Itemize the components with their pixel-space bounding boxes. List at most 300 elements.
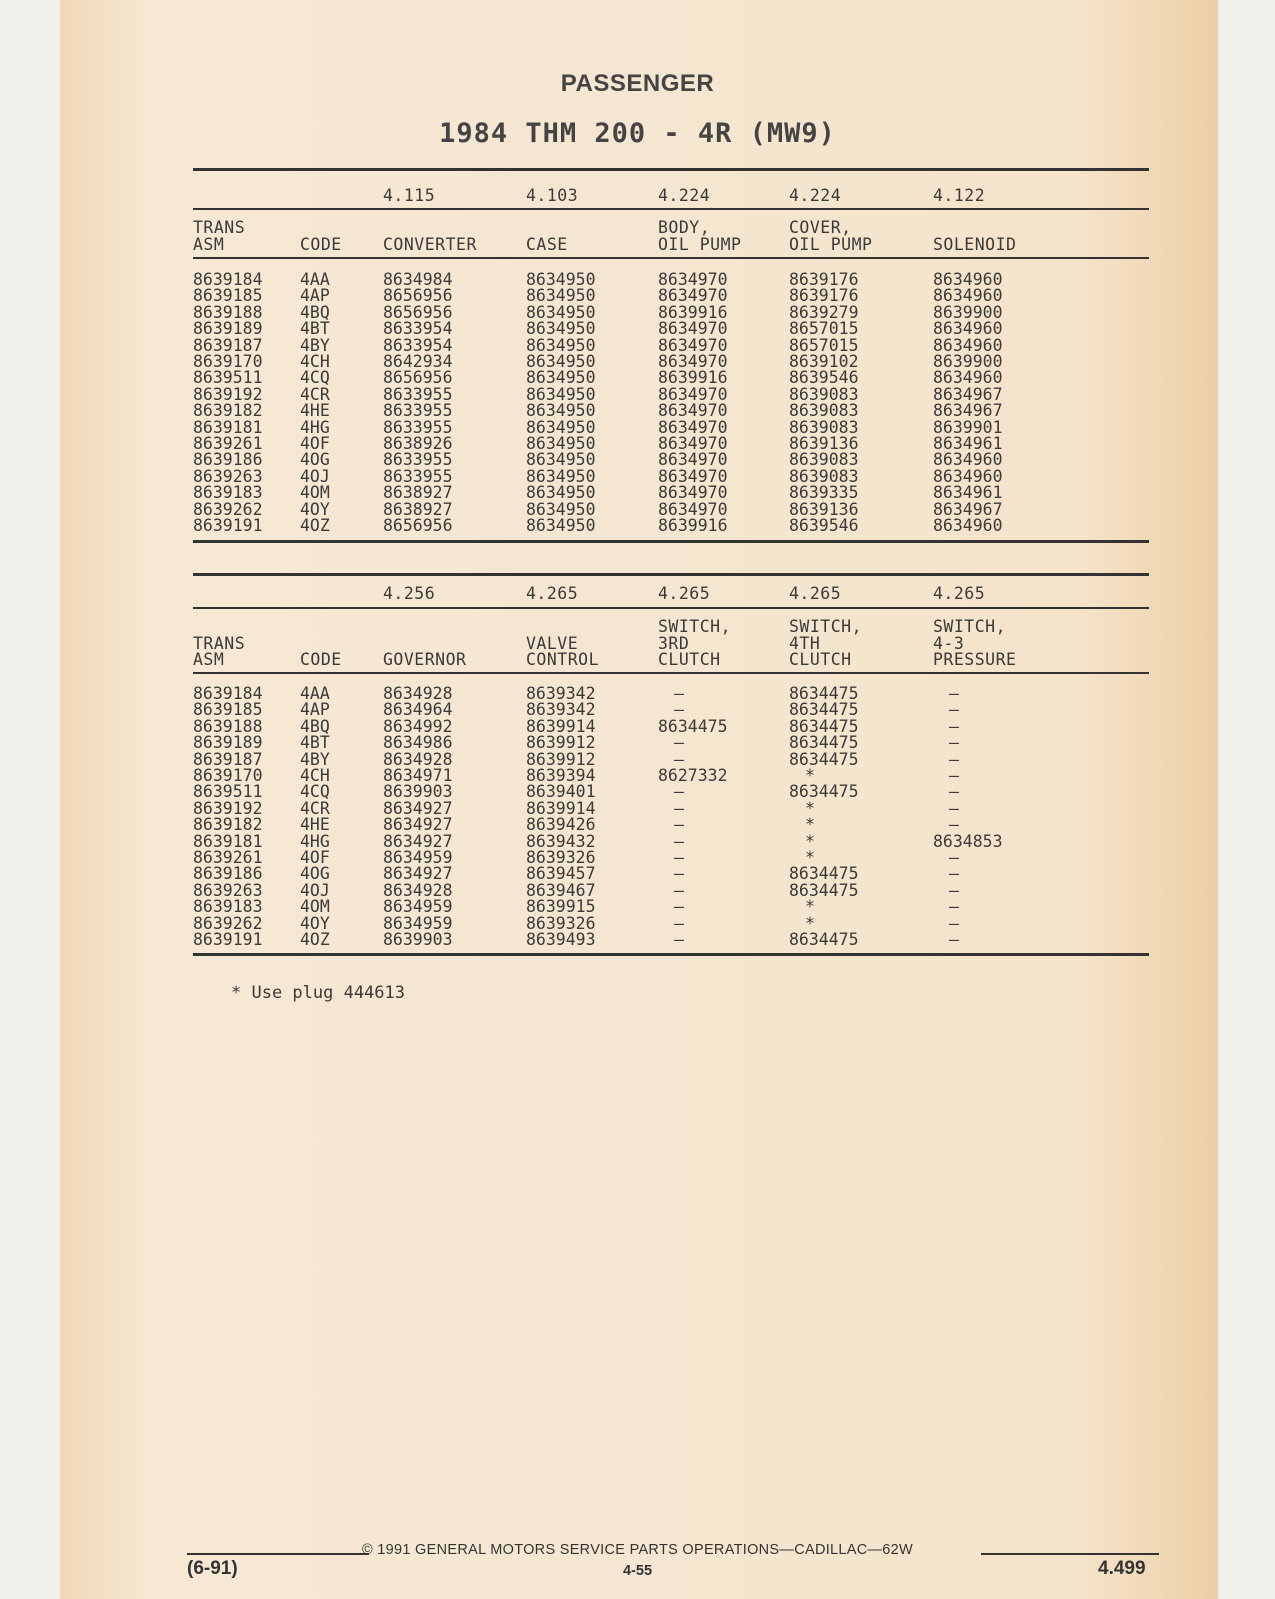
table-cell: 8634475 [789,880,859,900]
dash-mark: – [949,766,959,785]
copyright-notice: © 1991 GENERAL MOTORS SERVICE PARTS OPERATIONS—CADILLAC—62W [361,1542,914,1558]
table-cell: 4OG [300,450,330,470]
dash-mark: – [674,733,684,753]
table-cell: 4AA [300,684,330,703]
table-cell: 8638927 [383,483,453,503]
group-code: 4.265 [933,584,986,603]
table-cell: 4AA [300,270,330,289]
table-cell: 8634970 [658,335,728,355]
table-cell: 8634475 [789,864,859,884]
column-header: SWITCH, [933,617,1007,636]
table-cell: 8639903 [383,930,453,949]
group-code: 4.224 [789,186,842,205]
table-bottom-rule [193,540,1149,543]
table-cell: 8639900 [933,352,1003,371]
column-header: SOLENOID [933,234,1017,254]
group-code-row [193,188,1149,206]
table-cell [658,899,700,915]
table-cell: 4CR [300,384,330,404]
table-cell: 8633955 [383,401,453,421]
table-cell: 8634950 [526,499,596,519]
table-cell: 8634950 [526,417,596,437]
table-cell: 8639187 [193,335,263,355]
table-cell [658,702,700,718]
group-rule [193,208,1149,210]
table-cell: 4OM [300,483,330,503]
table-cell [933,932,975,948]
column-header: 4TH [789,633,821,653]
column-header: CONVERTER [383,234,477,254]
dash-mark: – [949,684,959,703]
table-cell: 8657015 [789,335,859,355]
revision-date: (6-91) [187,1558,238,1579]
table-cell: 8639916 [658,368,728,388]
table-cell: 8639261 [193,848,263,867]
table-cell: 8639185 [193,700,263,720]
asterisk-mark: * [805,831,815,851]
table-cell: 8634960 [933,270,1003,289]
table-cell: 4OF [300,848,330,867]
dash-mark: – [949,815,959,835]
table-cell: 8639901 [933,417,1003,437]
table-cell: 8639900 [933,302,1003,322]
table-cell: 4AP [300,700,330,720]
table-cell: 4OF [300,434,330,453]
asterisk-mark: * [805,798,815,818]
table-cell: 8656956 [383,286,453,306]
table-cell: 4HE [300,401,330,421]
table-cell: 8639493 [526,930,596,949]
table-cell: 8634960 [933,450,1003,470]
table-cell: 8634950 [526,466,596,486]
table-cell: 8639189 [193,733,263,753]
dash-mark: – [674,897,684,917]
table-cell: 8639279 [789,302,859,322]
table-row [193,899,1149,915]
table-cell: 8634967 [933,499,1003,519]
table-cell: 8656956 [383,368,453,388]
table-cell: 8639457 [526,864,596,884]
header-rule [193,672,1149,674]
table-cell: 8639916 [658,516,728,535]
table-cell: 8639262 [193,499,263,519]
table-row [193,735,1149,751]
table-cell: 8639183 [193,483,263,503]
table-cell: 8639401 [526,782,596,802]
table-cell: 4BT [300,319,330,339]
column-header-row [193,220,1149,256]
table-bottom-rule [193,953,1149,956]
table-cell: 8634960 [933,319,1003,339]
table-cell: 8639263 [193,466,263,486]
parts-table-2 [193,573,1149,958]
table-cell: 8634475 [789,684,859,703]
table-cell: 8639182 [193,815,263,835]
table-cell: 4AP [300,286,330,306]
table-cell: 8634928 [383,749,453,769]
table-cell: 8639187 [193,749,263,769]
page-category: PASSENGER [560,70,715,97]
column-header: CLUTCH [789,650,852,669]
table-cell: 8639181 [193,831,263,851]
table-cell: 8634961 [933,483,1003,503]
column-header: ASM [193,234,225,254]
table-cell: 4CQ [300,782,330,802]
table-cell: 8634475 [658,716,728,736]
table-cell: 8639183 [193,897,263,917]
table-cell: 8634970 [658,483,728,503]
table-cell: 8634970 [658,384,728,404]
table-row [193,850,1149,866]
table-cell: 8639102 [789,352,859,371]
table-cell [933,899,975,915]
table-cell: 4CR [300,798,330,818]
table-cell: 8639903 [383,782,453,802]
table-cell: 8639546 [789,516,859,535]
table-cell: 8639192 [193,384,263,404]
column-header: CONTROL [526,650,600,669]
table-cell: 8634970 [658,270,728,289]
table-cell: 8657015 [789,319,859,339]
table-cell: 8634959 [383,848,453,867]
table-cell: 4OY [300,913,330,933]
table-cell: 8634970 [658,466,728,486]
table-cell: 8639191 [193,516,263,535]
table-cell: 8639916 [658,302,728,322]
page-number: 4.499 [1098,1558,1146,1579]
table-cell: 8639335 [789,483,859,503]
table-row [193,831,1149,851]
table-cell: 8639189 [193,319,263,339]
table-cell: 8639083 [789,450,859,470]
column-header: CASE [526,234,568,254]
dash-mark: – [949,782,959,802]
table-cell: 8634928 [383,684,453,703]
table-row [193,932,1149,948]
table-cell: 8634950 [526,516,596,535]
table-cell: 8639342 [526,684,596,703]
dash-mark: – [674,831,684,851]
table-cell: 8634475 [789,749,859,769]
table-cell: 8639192 [193,798,263,818]
table-cell: 8639188 [193,716,263,736]
table-cell: 8639083 [789,466,859,486]
table-cell: 8639188 [193,302,263,322]
table-cell [933,784,975,800]
table-cell: 8639546 [789,368,859,388]
table-cell: 8633954 [383,319,453,339]
table-cell [789,817,831,833]
table-cell: 4OZ [300,516,330,535]
column-header: PRESSURE [933,650,1017,669]
table-cell: 8639915 [526,897,596,917]
table-cell: 8633955 [383,450,453,470]
table-cell: 8639914 [526,716,596,736]
column-header-row [193,619,1149,671]
table-cell: 8634950 [526,384,596,404]
table-cell: 8656956 [383,516,453,535]
table-cell: 8639511 [193,782,263,802]
column-header: VALVE [526,633,579,653]
group-code: 4.224 [658,186,711,205]
table-cell: 8634960 [933,466,1003,486]
table-cell: 8634971 [383,766,453,785]
table-cell: 8634950 [526,286,596,306]
dash-mark: – [674,848,684,867]
table-cell: 8656956 [383,302,453,322]
dash-mark: – [674,913,684,933]
table-cell: 8633955 [383,417,453,437]
column-header: TRANS [193,218,246,237]
table-cell: 8639432 [526,831,596,851]
table-cell: 8634475 [789,716,859,736]
table-cell: 4OZ [300,930,330,949]
table-cell: 8634970 [658,499,728,519]
table-cell: 8639170 [193,766,263,785]
table-cell: 8633955 [383,384,453,404]
dash-mark: – [949,716,959,736]
table-cell: 8639261 [193,434,263,453]
table-row [193,866,1149,882]
table-cell: 4BY [300,335,330,355]
table-cell: 8639136 [789,434,859,453]
table-cell: 8634970 [658,286,728,306]
asterisk-mark: * [805,815,815,835]
table-cell: 8634970 [658,401,728,421]
table-cell [658,735,700,751]
table-cell: 8634950 [526,270,596,289]
table-cell [933,817,975,833]
table-cell: 8639083 [789,384,859,404]
table-row [193,686,1149,702]
column-header: CODE [300,650,342,669]
table-cell [658,932,700,948]
table-cell: 8639262 [193,913,263,933]
table-cell: 8634960 [933,368,1003,388]
table-cell: 8634950 [526,401,596,421]
table-cell: 8639184 [193,270,263,289]
table-cell: 8639185 [193,286,263,306]
parts-table-1 [193,168,1149,544]
group-code: 4.256 [383,584,436,603]
table-cell [933,702,975,718]
dash-mark: – [674,749,684,769]
table-cell: 8634950 [526,319,596,339]
table-cell: 8634970 [658,319,728,339]
table-cell: 8639184 [193,684,263,703]
table-row [193,716,1149,736]
table-row [193,768,1149,784]
table-cell: 8639912 [526,749,596,769]
table-cell: 8639426 [526,815,596,835]
table-cell: 8634960 [933,516,1003,535]
table-cell: 4HG [300,417,330,437]
table-cell [658,784,700,800]
table-cell: 4OJ [300,880,330,900]
column-header: SWITCH, [789,617,863,636]
table-cell: 8639181 [193,417,263,437]
table-cell: 8639176 [789,270,859,289]
table-cell: 8634970 [658,352,728,371]
group-code: 4.265 [526,584,579,603]
dash-mark: – [674,700,684,720]
table-top-rule [193,573,1149,576]
table-cell: 8634986 [383,733,453,753]
column-header: OIL PUMP [658,234,742,254]
table-cell [933,866,975,882]
table-cell: 4BT [300,733,330,753]
table-cell: 8634970 [658,417,728,437]
dash-mark: – [674,815,684,835]
table-cell: 8634475 [789,733,859,753]
table-cell: 4OY [300,499,330,519]
dash-mark: – [949,733,959,753]
group-code-row [193,586,1149,604]
table-cell: 4OG [300,864,330,884]
table-cell: 8634927 [383,864,453,884]
table-cell: 8638926 [383,434,453,453]
table-cell: 8633954 [383,335,453,355]
asterisk-mark: * [805,913,815,933]
dash-mark: – [949,897,959,917]
table-cell: 8634853 [933,831,1003,851]
table-cell: 8634950 [526,352,596,371]
header-rule [193,257,1149,259]
dash-mark: – [949,749,959,769]
table-cell: 8639176 [789,286,859,306]
dash-mark: – [674,684,684,703]
table-cell: 8634961 [933,434,1003,453]
column-header: CODE [300,234,342,254]
table-cell: 8634950 [526,483,596,503]
dash-mark: – [949,913,959,933]
table-cell: 8639914 [526,798,596,818]
dash-mark: – [674,798,684,818]
table-cell: 8639263 [193,880,263,900]
table-body [193,272,1149,536]
table-cell: 4CH [300,766,330,785]
table-cell: 8634475 [789,700,859,720]
column-header: 3RD [658,633,690,653]
table-cell: 8634950 [526,335,596,355]
table-cell: 8634970 [658,450,728,470]
table-cell: 8634950 [526,368,596,388]
dash-mark: – [949,848,959,867]
table-cell: 8634960 [933,335,1003,355]
asterisk-mark: * [805,766,815,785]
dash-mark: – [674,782,684,802]
page-title: 1984 THM 200 - 4R (MW9) [439,118,836,149]
table-cell: 8639326 [526,848,596,867]
table-cell: 8634984 [383,270,453,289]
table-row [193,798,1149,818]
table-cell [789,899,831,915]
table-body [193,686,1149,950]
table-row [193,817,1149,833]
table-cell: 4OJ [300,466,330,486]
table-cell: 8633955 [383,466,453,486]
table-cell: 4HG [300,831,330,851]
table-cell: 8639191 [193,930,263,949]
table-cell: 8634927 [383,815,453,835]
table-cell: 8639170 [193,352,263,371]
table-cell: 8639394 [526,766,596,785]
table-cell: 8634960 [933,286,1003,306]
table-cell: 8634964 [383,700,453,720]
section-page: 4-55 [622,1563,653,1579]
table-cell: 8639136 [789,499,859,519]
table-cell: 8634928 [383,880,453,900]
table-cell: 8639083 [789,401,859,421]
table-cell: 4OM [300,897,330,917]
table-cell: 8634950 [526,302,596,322]
column-header: COVER, [789,218,852,237]
table-cell: 8627332 [658,766,728,785]
footnote: * Use plug 444613 [231,983,405,1003]
table-top-rule [193,168,1149,171]
dash-mark: – [949,798,959,818]
table-cell: 8639083 [789,417,859,437]
table-row [193,880,1149,900]
table-row [193,913,1149,933]
table-cell: 8634927 [383,798,453,818]
table-cell: 8639182 [193,401,263,421]
asterisk-mark: * [805,897,815,917]
table-cell: 8639326 [526,913,596,933]
table-cell: 8639186 [193,864,263,884]
table-cell: 8639342 [526,700,596,720]
column-header: TRANS [193,633,246,653]
table-cell: 8638927 [383,499,453,519]
table-cell: 8639511 [193,368,263,388]
table-cell: 4HE [300,815,330,835]
dash-mark: – [674,930,684,949]
table-cell: 4BQ [300,302,330,322]
table-cell: 4BY [300,749,330,769]
group-code: 4.115 [383,186,436,205]
column-header: CLUTCH [658,650,721,669]
table-cell [933,735,975,751]
table-cell [658,866,700,882]
table-cell: 8634992 [383,716,453,736]
table-cell: 8639186 [193,450,263,470]
table-cell: 8639912 [526,733,596,753]
table-cell: 4CH [300,352,330,371]
table-cell: 4BQ [300,716,330,736]
table-cell: 8639467 [526,880,596,900]
table-row [193,784,1149,800]
table-cell: 8634967 [933,384,1003,404]
group-code: 4.122 [933,186,986,205]
dash-mark: – [949,880,959,900]
column-header: OIL PUMP [789,234,873,254]
group-code: 4.265 [658,584,711,603]
column-header: SWITCH, [658,617,732,636]
table-cell: 8634959 [383,913,453,933]
table-cell: 8634475 [789,930,859,949]
table-cell: 8634970 [658,434,728,453]
column-header: 4-3 [933,633,965,653]
table-cell: 8634927 [383,831,453,851]
dash-mark: – [949,864,959,884]
group-code: 4.103 [526,186,579,205]
table-cell: 8634475 [789,782,859,802]
asterisk-mark: * [805,848,815,867]
dash-mark: – [949,930,959,949]
dash-mark: – [674,864,684,884]
column-header: BODY, [658,218,711,237]
group-code: 4.265 [789,584,842,603]
